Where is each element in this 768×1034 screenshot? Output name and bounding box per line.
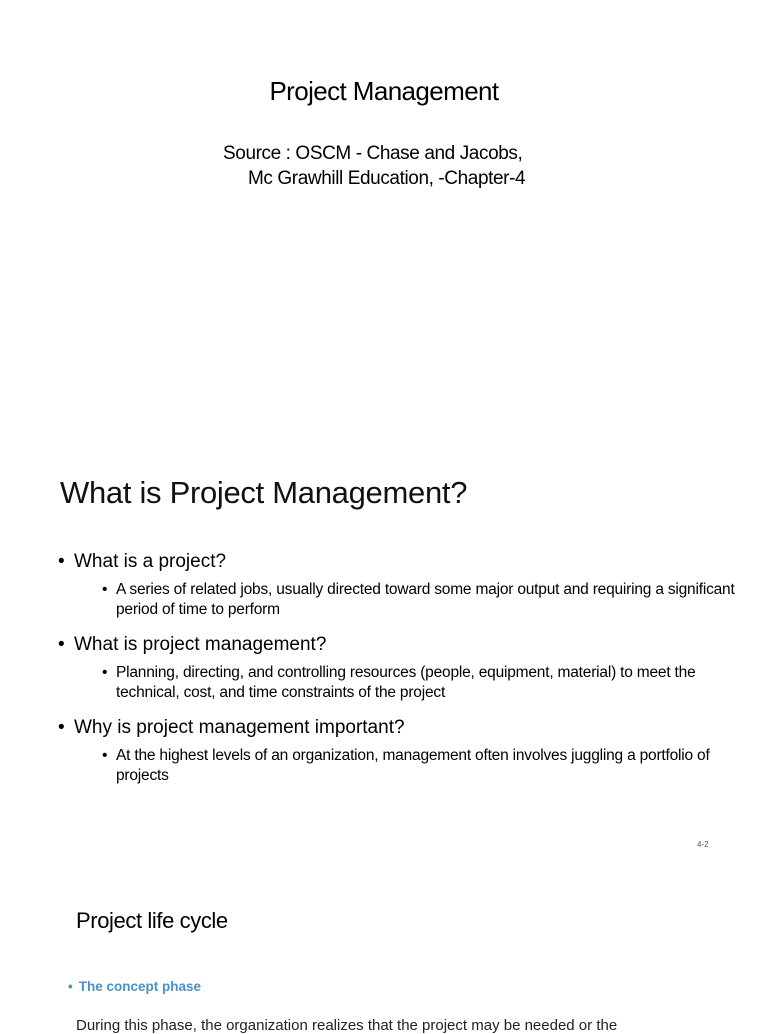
slide-life-cycle bbox=[0, 870, 768, 1034]
slide-title bbox=[0, 0, 768, 440]
source-line-2: Mc Grawhill Education, -Chapter-4 bbox=[248, 168, 526, 189]
answer-2: • Planning, directing, and controlling resources (people, equipment, material) to meet the technical, cost, and time constraints of the project bbox=[102, 663, 738, 703]
page-number: 4-2 bbox=[697, 840, 709, 849]
presentation-title: Project Management bbox=[269, 76, 499, 106]
source-line-1: Source : OSCM - Chase and Jacobs, bbox=[223, 143, 523, 164]
cut-off-text: During this phase, the organization realizes that the project may be needed or the bbox=[76, 1017, 618, 1034]
question-1: • What is a project? bbox=[58, 550, 738, 574]
answer-3: • At the highest levels of an organization, management often involves juggling a portfolio of projects bbox=[102, 746, 738, 786]
concept-phase-bullet bbox=[68, 979, 201, 994]
bullet-list bbox=[58, 550, 738, 799]
bullet-dot-icon: • bbox=[68, 979, 73, 994]
slide-heading: What is Project Management? bbox=[60, 475, 468, 510]
answer-1: • A series of related jobs, usually directed toward some major output and requiring a significant period of time to perform bbox=[102, 580, 738, 620]
question-2: • What is project management? bbox=[58, 633, 738, 657]
slide-heading: Project life cycle bbox=[76, 908, 228, 933]
question-3: • Why is project management important? bbox=[58, 716, 738, 740]
slide-what-is-pm bbox=[0, 440, 768, 870]
concept-phase-label: The concept phase bbox=[78, 979, 202, 994]
